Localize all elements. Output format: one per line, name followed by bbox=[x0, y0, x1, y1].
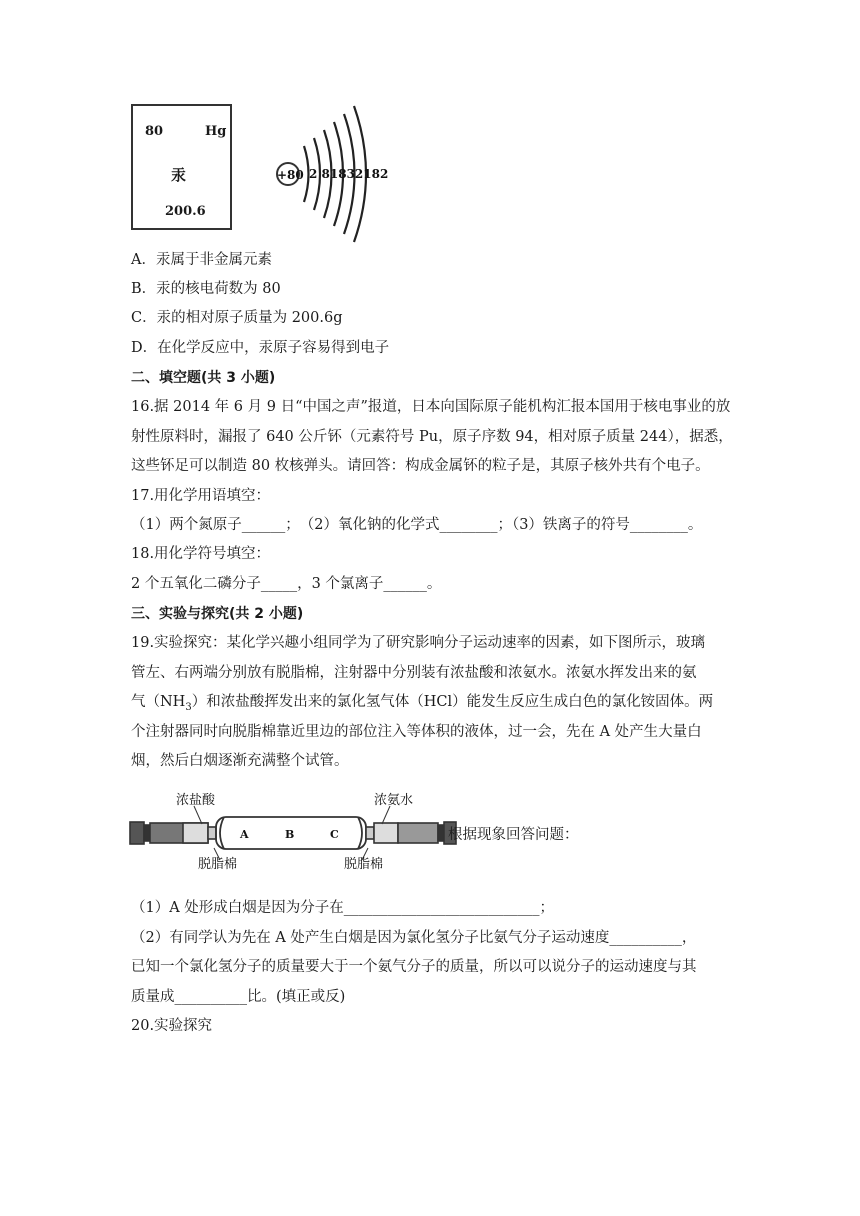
right-reagent-label: 浓氨水 bbox=[374, 793, 414, 808]
left-reagent-label: 浓盐酸 bbox=[176, 793, 216, 808]
q19-sub-2-line-2: 已知一个氯化氢分子的质量要大于一个氨气分子的质量，所以可以说分子的运动速度与其 bbox=[131, 959, 697, 975]
q17-blanks: （1）两个氮原子______； （2）氧化钠的化学式________；（3）铁离子的符号________。 bbox=[131, 517, 703, 533]
q19-line-3: 气$(NH_3)$和浓盐酸挥发出来的氯化氢气体（HCl）能发生反应生成白色的氯化铵固体。两 bbox=[131, 694, 714, 713]
q20-title: 20.实验探究 bbox=[131, 1018, 213, 1034]
apparatus-side-text: 根据现象回答问题： bbox=[448, 827, 579, 843]
right-syringe bbox=[366, 822, 456, 844]
option-c: C．汞的相对原子质量为 200.6g bbox=[131, 310, 343, 326]
point-c-label: C bbox=[330, 828, 339, 841]
section-2-title: 二、填空题(共 3 小题) bbox=[131, 370, 276, 386]
q19-line-5: 烟，然后白烟逐渐充满整个试管。 bbox=[131, 753, 349, 769]
atomic-number: 80 bbox=[145, 124, 164, 139]
mercury-element-card bbox=[131, 104, 232, 230]
q17-title: 17.用化学用语填空： bbox=[131, 488, 271, 504]
left-syringe bbox=[130, 822, 216, 844]
element-name: 汞 bbox=[171, 166, 187, 184]
section-3-title: 三、实验与探究(共 2 小题) bbox=[131, 606, 304, 622]
atomic-mass: 200.6 bbox=[165, 204, 206, 219]
q19-line-4: 个注射器同时向脱脂棉靠近里边的部位注入等体积的液体，过一会，先在 A 处产生大量白 bbox=[131, 724, 702, 740]
q19-line-1: 19.实验探究：某化学兴趣小组同学为了研究影响分子运动速率的因素，如下图所示，玻璃 bbox=[131, 635, 706, 651]
left-cotton-label: 脱脂棉 bbox=[198, 857, 238, 872]
nucleus-charge: +80 bbox=[277, 168, 304, 182]
q16-line-3: 这些钚足可以制造 80 枚核弹头。请回答：构成金属钚的粒子是，其原子核外共有个电子。 bbox=[131, 458, 710, 474]
q19-sub-2-line-3: 质量成__________比。(填正或反) bbox=[131, 989, 346, 1005]
right-cotton-label: 脱脂棉 bbox=[344, 857, 384, 872]
option-d: D．在化学反应中，汞原子容易得到电子 bbox=[131, 340, 390, 356]
element-symbol: Hg bbox=[205, 124, 227, 139]
q19-sub-1: （1）A 处形成白烟是因为分子在___________________________； bbox=[131, 900, 555, 916]
q16-line-1: 16.据 2014 年 6 月 9 日“中国之声”报道，日本向国际原子能机构汇报本国用于核电事业的放 bbox=[131, 399, 731, 415]
q19-sub-2-line-1: （2）有同学认为先在 A 处产生白烟是因为氯化氢分子比氨气分子运动速度__________， bbox=[131, 930, 697, 946]
q19-line-2: 管左、右两端分别放有脱脂棉，注射器中分别装有浓盐酸和浓氨水。浓氨水挥发出来的氨 bbox=[131, 665, 697, 681]
point-a-label: A bbox=[240, 828, 249, 841]
electron-shells: 2 81832182 bbox=[309, 167, 389, 181]
point-b-label: B bbox=[285, 828, 295, 841]
option-b: B．汞的核电荷数为 80 bbox=[131, 281, 281, 297]
atomic-structure-diagram bbox=[268, 96, 393, 246]
q18-blanks: 2 个五氧化二磷分子_____，3 个氯离子______。 bbox=[131, 576, 442, 592]
q16-line-2: 射性原料时，漏报了 640 公斤钚（元素符号 Pu，原子序数 94，相对原子质量 244），据悉， bbox=[131, 429, 733, 445]
q18-title: 18.用化学符号填空： bbox=[131, 546, 271, 562]
option-a: A．汞属于非金属元素 bbox=[131, 252, 272, 268]
